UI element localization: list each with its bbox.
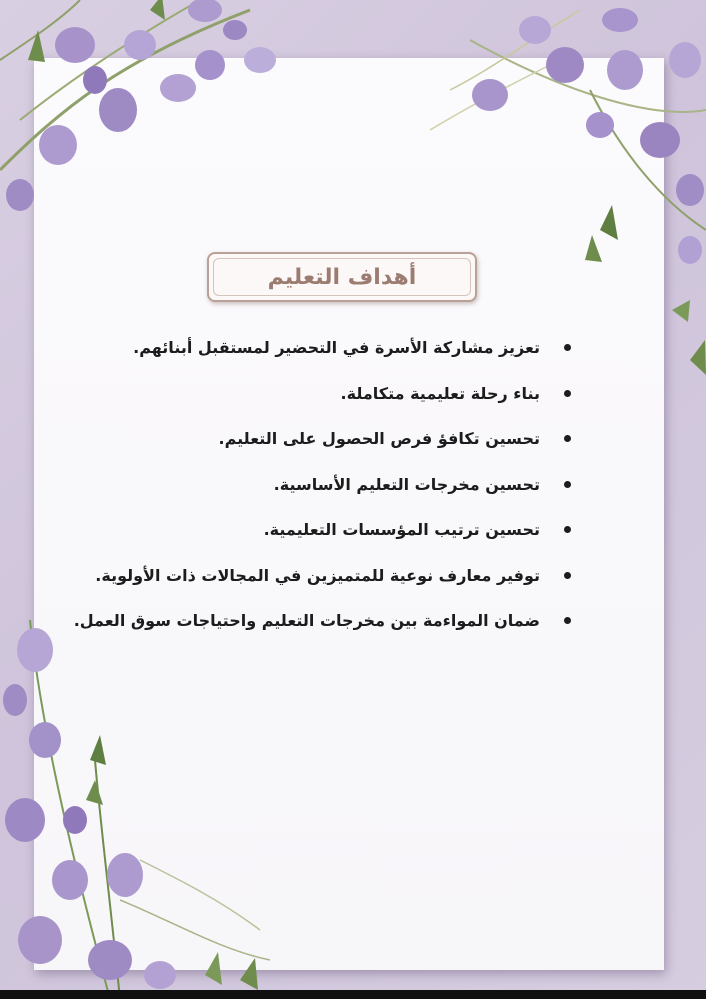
goals-list: [70, 328, 580, 647]
goal-text: تعزيز مشاركة الأسرة في التحضير لمستقبل أبنائهم.: [133, 338, 540, 357]
bullet-icon: [564, 344, 571, 351]
goal-text: تحسين ترتيب المؤسسات التعليمية.: [263, 520, 540, 539]
page-title: أهداف التعليم: [267, 264, 417, 290]
goal-item: [70, 374, 580, 420]
bullet-icon: [564, 390, 571, 397]
goal-text: تحسين مخرجات التعليم الأساسية.: [273, 474, 540, 494]
goal-text: ضمان المواءمة بين مخرجات التعليم واحتياجات سوق العمل.: [73, 611, 540, 630]
goal-item: [70, 419, 580, 465]
goal-text: توفير معارف نوعية للمتميزين في المجالات ذات الأولوية.: [95, 565, 540, 585]
bullet-icon: [564, 617, 571, 624]
goal-item: [70, 510, 580, 556]
goal-item: [70, 465, 580, 511]
bullet-icon: [564, 526, 571, 533]
bottom-edge-bar: [0, 990, 706, 999]
goal-item: [70, 328, 580, 374]
bullet-icon: [564, 481, 571, 488]
goal-text: تحسين تكافؤ فرص الحصول على التعليم.: [218, 429, 540, 448]
goal-item: [70, 556, 580, 602]
goal-text: بناء رحلة تعليمية متكاملة.: [340, 383, 540, 403]
bullet-icon: [564, 572, 571, 579]
bullet-icon: [564, 435, 571, 442]
goal-item: [70, 601, 580, 647]
title-frame: [207, 252, 477, 302]
